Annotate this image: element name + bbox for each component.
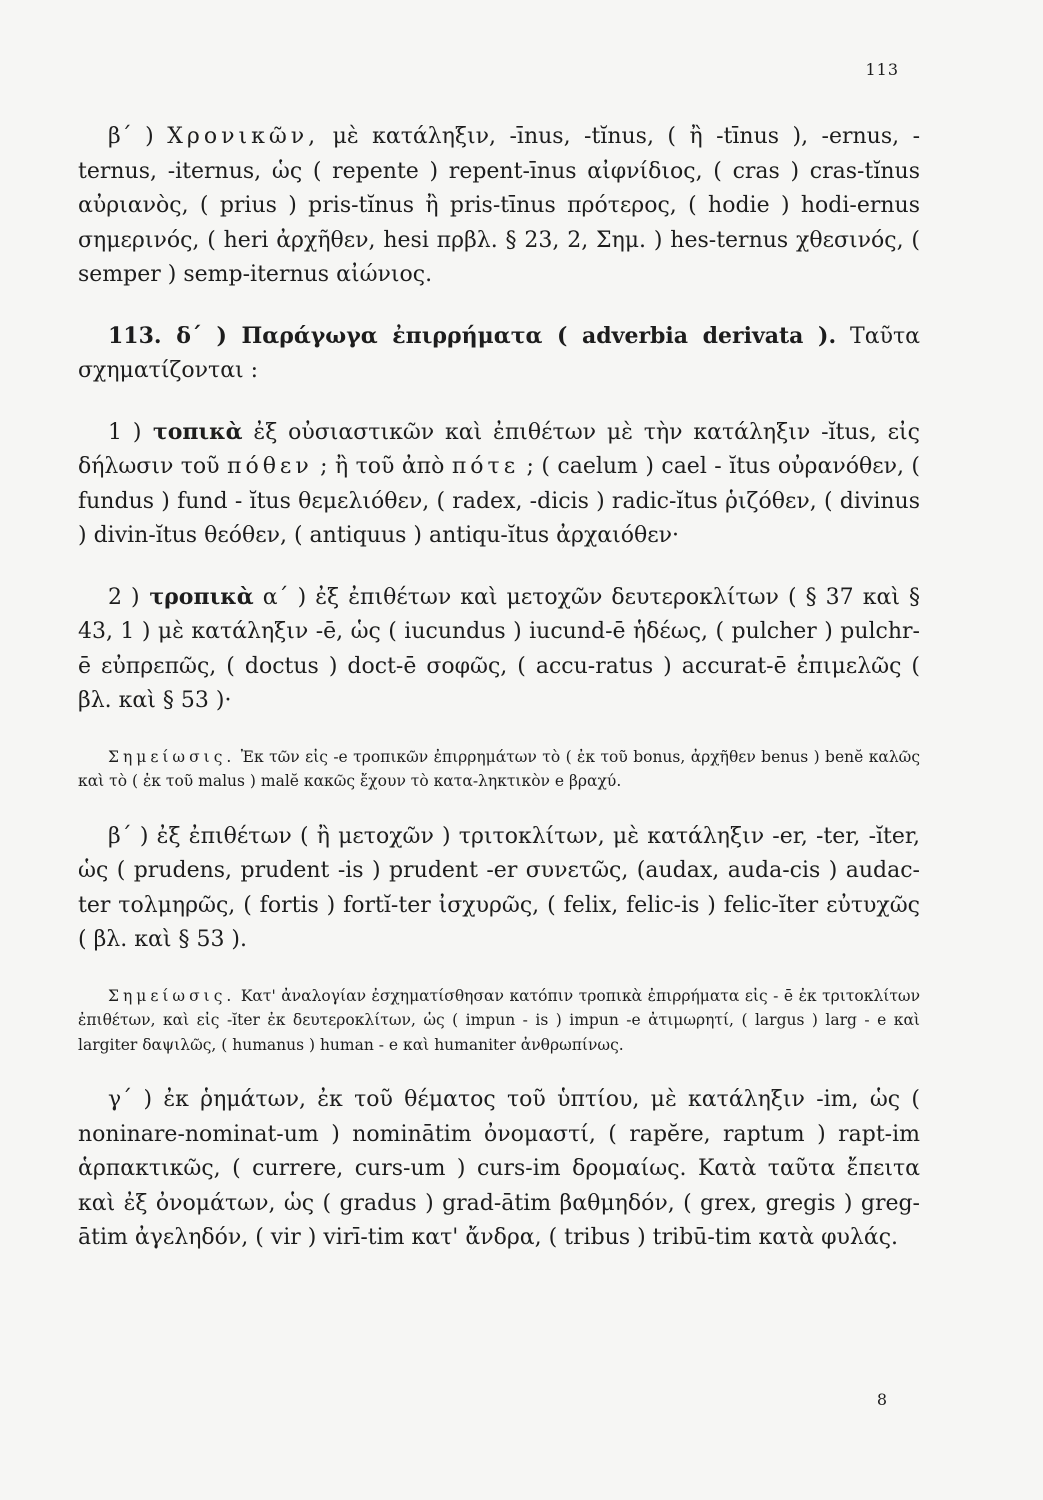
list-label: β΄ ) — [108, 124, 154, 149]
list-label: 1 ) — [108, 419, 142, 445]
section-number: 113. — [108, 322, 162, 349]
paragraph-text: α΄ ) ἐξ ἐπιθέτων καὶ μετοχῶν δευτεροκλίτων ( § 37 καὶ § 43, 1 ) μὲ κατάληξιν -ē, ὡς ( iucundus ) iucund-ē ἡδέως, ( pulcher ) pulchr-ē εὐπρεπῶς, ( doctus ) doct-ē σοφῶς, ( accu-ratus ) accurat-ē ἐπιμελῶς ( βλ. καὶ § 53 )· — [78, 584, 921, 713]
paragraph-gamma-rhemata — [78, 1083, 920, 1256]
paragraph-text: ; ( caelum ) cael - ĭtus οὐρανόθεν, ( fundus ) fund - ĭtus θεμελιόθεν, ( radex, -dicis ) radic-ĭtus ῥιζόθεν, ( divinus ) divin-ĭtus θεόθεν, ( antiquus ) antiqu-ĭtus ἀρχαιόθεν· — [78, 454, 920, 548]
paragraph-beta-chronikon — [78, 120, 920, 293]
paragraph-item-2-tropika — [78, 580, 920, 719]
list-label: γ΄ ) — [108, 1087, 153, 1112]
bold-term: τροπικὰ — [139, 583, 254, 610]
paragraph-beta-tritoklita — [78, 820, 920, 958]
note-label: Σημείωσις. — [108, 747, 236, 766]
page-number: 113 — [865, 60, 899, 79]
note-1 — [78, 745, 920, 794]
list-label: 2 ) — [108, 584, 140, 610]
section-intro-text: Ταῦτα σχηματίζονται : — [78, 323, 920, 383]
paragraph-text: ἐκ ῥημάτων, ἐκ τοῦ θέματος τοῦ ὑπτίου, μὲ κατάληξιν -im, ὡς ( noninare-nominat-um ) nominātim ὀνομαστί, ( rapĕre, raptum ) rapt-im ἁρπακτικῶς, ( currere, curs-um ) curs-im δρομαίως. Κατὰ ταῦτα ἔπειτα καὶ ἐξ ὀνομάτων, ὡς ( gradus ) grad-ātim βαθμηδόν, ( grex, gregis ) greg-ātim ἀγεληδόν, ( vir ) virī-tim κατ' ἄνδρα, ( tribus ) tribū-tim κατὰ φυλάς. — [78, 1087, 920, 1250]
spaced-term: πόθεν — [226, 454, 313, 479]
paragraph-text: ἐξ ἐπιθέτων ( ἢ μετοχῶν ) τριτοκλίτων, μὲ κατάληξιν -er, -ter, -ĭter, ὡς ( prudens, prudent -is ) prudent -er συνετῶς, (audax, auda-cis ) audac-ter τολμηρῶς, ( fortis ) fortĭ-ter ἰσχυρῶς, ( felix, felic-is ) felic-ĭter εὐτυχῶς ( βλ. καὶ § 53 ). — [78, 823, 920, 952]
paragraph-text: μὲ κατάληξιν, -īnus, -tĭnus, ( ἢ -tīnus ), -ernus, -ternus, -iternus, ὡς ( repente ) repent-īnus αἰφνίδιος, ( cras ) cras-tĭnus αὐριανὸς, ( prius ) pris-tĭnus ἢ pris-tīnus πρότερος, ( hodie ) hodi-ernus σημερινός, ( heri ἀρχῆθεν, hesi πρβλ. § 23, 2, Σημ. ) hes-ternus χθεσινός, ( semper ) semp-iternus αἰώνιος. — [78, 124, 921, 287]
section-title: δ΄ ) Παράγωγα ἐπιρρήματα ( adverbia derivata ). — [161, 322, 837, 349]
bold-term: τοπικὰ — [141, 418, 243, 445]
note-text: Κατ' ἀναλογίαν ἐσχηματίσθησαν κατόπιν τροπικὰ ἐπιρρήματα εἰς - ē ἐκ τριτοκλίτων ἐπιθέτων, καὶ εἰς -ĭter ἐκ δευτεροκλίτων, ὡς ( impun - is ) impun -e ἀτιμωρητί, ( largus ) larg - e καὶ largiter δαψιλῶς, ( humanus ) human - e καὶ humaniter ἀνθρωπίνως. — [78, 986, 920, 1054]
sheet-signature-number: 8 — [876, 1390, 887, 1409]
section-113-heading — [78, 319, 920, 389]
paragraph-item-1-topika — [78, 415, 920, 554]
paragraph-text: ; ἢ τοῦ ἀπὸ — [312, 454, 452, 479]
note-label: Σημείωσις. — [108, 986, 236, 1005]
spaced-term: Χρονικῶν, — [167, 124, 320, 149]
note-2 — [78, 984, 920, 1058]
paragraph-text: ἐξ οὐσιαστικῶν καὶ ἐπιθέτων μὲ τὴν κατάληξιν -ĭtus, εἰς δήλωσιν τοῦ — [78, 419, 920, 479]
note-text: Ἐκ τῶν εἰς -e τροπικῶν ἐπιρρημάτων τὸ ( ἐκ τοῦ bonus, ἀρχῆθεν benus ) benĕ καλῶς καὶ τὸ ( ἐκ τοῦ malus ) malĕ κακῶς ἔχουν τὸ κατα-ληκτικὸν e βραχύ. — [78, 747, 920, 790]
spaced-term: πότε — [451, 454, 520, 479]
page-body — [78, 120, 920, 1282]
list-label: β΄ ) — [108, 823, 149, 849]
